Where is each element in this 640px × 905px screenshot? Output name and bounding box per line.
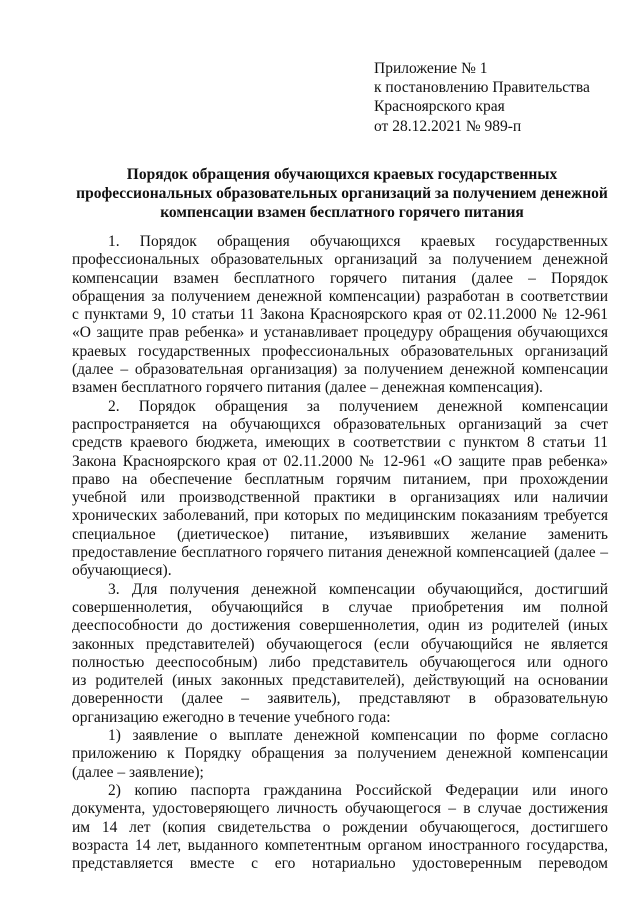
paragraph-line: организацию ежегодно в течение учебного года: xyxy=(72,708,391,726)
title-line: компенсации взамен бесплатного горячего питания xyxy=(160,204,524,222)
paragraph-line: совершеннолетия, обучающийся в случае приобретения им полной xyxy=(72,598,608,616)
paragraph-line: 1. Порядок обращения обучающихся краевых государственных xyxy=(108,233,608,250)
paragraph xyxy=(72,398,608,581)
paragraph-line: с пунктами 9, 10 статьи 11 Закона Красноярского края от 02.11.2000 № 12-961 xyxy=(72,306,608,324)
paragraph-line: «О защите прав ребенка» и устанавливает процедуру обращения обучающихся xyxy=(72,324,608,342)
paragraph-line: 1) заявление о выплате денежной компенсации по форме согласно xyxy=(108,727,608,745)
paragraph-line: учебной или производственной практики в организациях или наличии xyxy=(72,489,608,507)
paragraph-line: 2) копию паспорта гражданина Российской Федерации или иного xyxy=(108,781,608,799)
paragraph-line: хронических заболеваний, при которых по медицинским показаниям требуется xyxy=(72,507,608,525)
paragraph-line: возраста 14 лет, выданного компетентным органом иностранного государства, xyxy=(72,836,608,854)
document-body xyxy=(72,233,608,873)
paragraph-line: 2. Порядок обращения за получением денежной компенсации xyxy=(108,397,608,415)
paragraph-line: законных представителей) обучающегося (если обучающийся не является xyxy=(72,635,608,653)
paragraph-line: краевых государственных профессиональных образовательных организаций xyxy=(72,342,608,360)
paragraph xyxy=(72,727,608,782)
paragraph-line: профессиональных образовательных организаций за получением денежной xyxy=(72,251,608,269)
paragraph-line: Закона Красноярского края от 02.11.2000 № 12-961 «О защите прав ребенка» xyxy=(72,452,608,470)
title-line: Порядок обращения обучающихся краевых государственных xyxy=(126,166,558,183)
paragraph xyxy=(72,782,608,873)
paragraph-line: доверенности (далее – заявитель), представляют в образовательную xyxy=(72,690,608,708)
paragraph-line: представляется вместе с его нотариально удостоверенным переводом xyxy=(72,855,608,873)
appendix-line: от 28.12.2021 № 989-п xyxy=(374,117,522,135)
paragraph-line: полностью дееспособным) либо представитель обучающегося или одного xyxy=(72,653,608,671)
paragraph xyxy=(72,581,608,727)
appendix-header xyxy=(374,59,590,136)
appendix-line: к постановлению Правительства xyxy=(374,79,590,97)
paragraph xyxy=(72,233,608,398)
paragraph-line: 3. Для получения денежной компенсации обучающийся, достигший xyxy=(108,580,608,598)
paragraph-line: средств краевого бюджета, имеющих в соответствии с пунктом 8 статьи 11 xyxy=(72,434,608,452)
paragraph-line: обучающиеся). xyxy=(72,562,172,580)
paragraph-line: предоставление бесплатного горячего питания денежной компенсацией (далее – xyxy=(72,544,608,562)
appendix-line: Приложение № 1 xyxy=(374,60,488,77)
paragraph-line: компенсации взамен бесплатного горячего питания (далее – Порядок xyxy=(72,269,608,287)
paragraph-line: (далее – образовательная организация) за получением денежной компенсации xyxy=(72,361,608,379)
paragraph-line: право на обеспечение бесплатным горячим питанием, при прохождении xyxy=(72,470,608,488)
paragraph-line: дееспособности до достижения совершеннолетия, один из родителей (иных xyxy=(72,617,608,635)
paragraph-line: взамен бесплатного горячего питания (далее – денежная компенсация). xyxy=(72,379,543,397)
document-title xyxy=(72,165,612,223)
paragraph-line: обращения за получением денежной компенсации) разработан в соответствии xyxy=(72,287,608,305)
paragraph-line: из родителей (иных законных представителей), действующий на основании xyxy=(72,672,608,690)
paragraph-line: документа, удостоверяющего личность обучающегося – в случае достижения xyxy=(72,800,608,818)
title-line: профессиональных образовательных организаций за получением денежной xyxy=(76,185,608,203)
appendix-line: Красноярского края xyxy=(374,98,505,116)
paragraph-line: распространяется на обучающихся образовательных организаций за счет xyxy=(72,415,608,433)
paragraph-line: приложению к Порядку обращения за получением денежной компенсации xyxy=(72,745,608,763)
paragraph-line: специальное (диетическое) питание, изъявивших желание заменить xyxy=(72,525,608,543)
paragraph-line: им 14 лет (копия свидетельства о рождении обучающегося, достигшего xyxy=(72,818,608,836)
paragraph-line: (далее – заявление); xyxy=(72,763,204,781)
